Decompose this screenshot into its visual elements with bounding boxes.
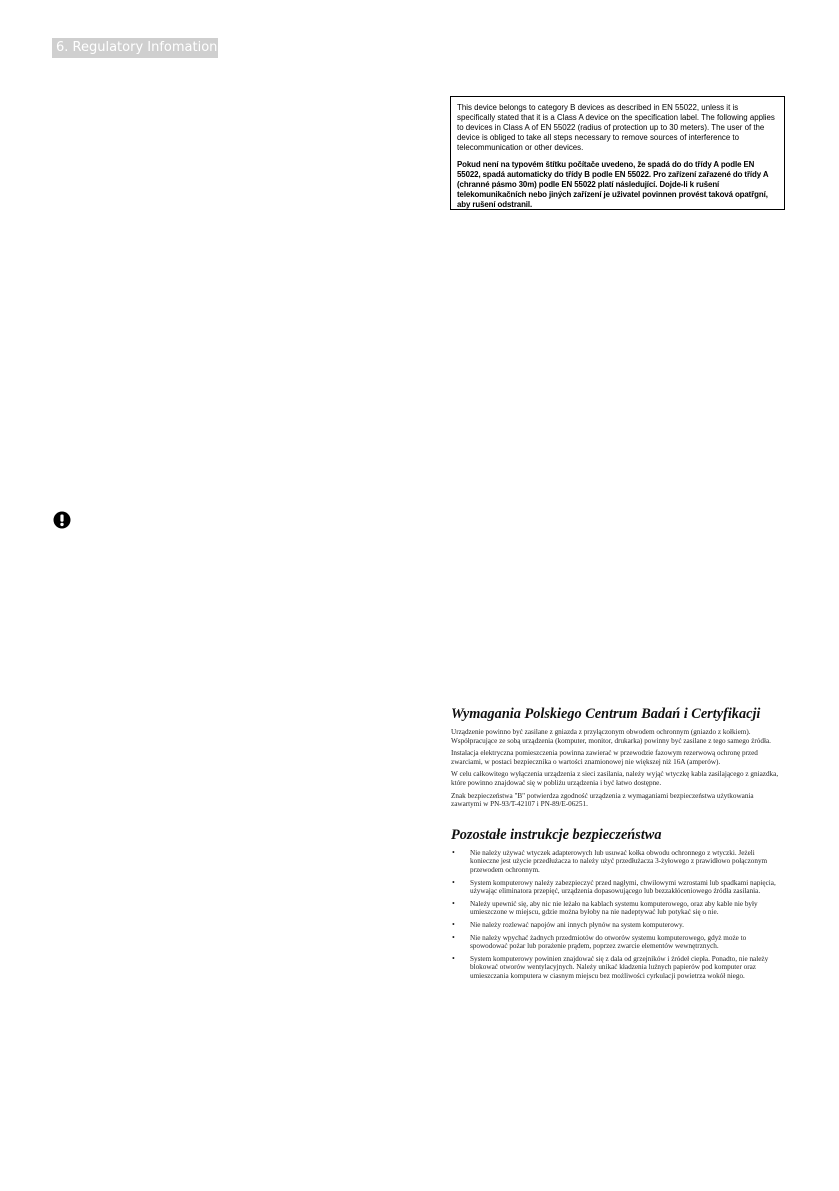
list-item xyxy=(449,849,779,875)
list-item xyxy=(449,879,779,896)
list-item-text: Nie należy rozlewać napojów ani innych płynów na system komputerowy. xyxy=(470,920,684,929)
list-item-text: Należy upewnić się, aby nic nie leżało na kablach systemu komputerowego, oraz aby kable nie były umieszczone w miejscu, gdzie można byłoby na nie nadeptywać lub potykać się o nie. xyxy=(470,899,758,917)
section-title: 6. Regulatory Infomation xyxy=(52,38,218,58)
list-item xyxy=(449,934,779,951)
bullet: • xyxy=(452,898,455,908)
bullet: • xyxy=(452,847,455,857)
bullet: • xyxy=(452,932,455,942)
emc-notice-en: This device belongs to category B devices as described in EN 55022, unless it is specifically stated that it is a Class A device on the specification label. The following applies to devices in Class A of EN 55022 (radius of protection up to 30 meters). The user of the device is obliged to take all steps necessary to remove sources of interference to telecommunication or other devices. xyxy=(457,103,775,152)
list-item-text: Nie należy wpychać żadnych przedmiotów do otworów systemu komputerowego, gdyż może to spowodować pożar lub porażenie prądem, poprzez zwarcie elementów wewnętrznych. xyxy=(470,933,747,951)
list-item-text: System komputerowy należy zabezpieczyć przed nagłymi, chwilowymi wzrostami lub spadkami napięcia, używając eliminatora przepięć, urządzenia dopasowującego lub bezzakłóceniowego źródła zasilania. xyxy=(470,878,776,896)
list-item xyxy=(449,955,779,981)
bullet: • xyxy=(452,919,455,929)
polish-requirements xyxy=(449,706,779,984)
polish-paragraph: Urządzenie powinno być zasilane z gniazda z przyłączonym obwodem ochronnym (gniazdo z kołkiem). Współpracujące ze sobą urządzenia (komputer, monitor, drukarka) powinny być zasilane z tego samego źródła. xyxy=(451,728,771,745)
list-item xyxy=(449,921,779,930)
safety-instructions-title: Pozostałe instrukcje bezpieczeństwa xyxy=(451,826,662,843)
emc-notice-box xyxy=(450,96,785,210)
bullet: • xyxy=(452,953,455,963)
list-item-text: Nie należy używać wtyczek adapterowych lub usuwać kołka obwodu ochronnego z wtyczki. Jeżeli konieczne jest użycie przedłużacza to należy użyć przedłużacza 3-żyłowego z prawidłowo połączonym przewodem ochronnym. xyxy=(470,848,768,874)
list-item xyxy=(449,900,779,917)
safety-instructions-list xyxy=(449,849,779,981)
list-item-text: System komputerowy powinien znajdować się z dala od grzejników i źródeł ciepła. Ponadto, nie należy blokować otworów wentylacyjnych. Należy unikać kładzenia luźnych papierów pod komputer oraz umieszczania komputera w ciasnym miejscu bez możliwości cyrkulacji powietrza wokół niego. xyxy=(470,954,769,980)
polish-paragraph: Znak bezpieczeństwa "B" potwierdza zgodność urządzenia z wymaganiami bezpieczeństwa użytkowania zawartymi w PN-93/T-42107 i PN-89/E-06251. xyxy=(451,791,754,809)
emc-notice-cz: Pokud není na typovém štítku počítače uvedeno, že spadá do do třídy A podle EN 55022, spadá automaticky do třídy B podle EN 55022. Pro zařízení zařazené do třídy A (chranné pásmo 30m) podle EN 55022 platí následující. Dojde-li k rušení telekomunikačních nebo jiných zařízení je uživatel povinnen provést taková opatřgní, aby rušení odstranil. xyxy=(457,160,769,209)
polish-paragraph: W celu całkowitego wyłączenia urządzenia z sieci zasilania, należy wyjąć wtyczkę kabla zasilającego z gniazdka, które powinno znajdować się w pobliżu urządzenia i być łatwo dostępne. xyxy=(451,770,779,787)
polish-paragraph: Instalacja elektryczna pomieszczenia powinna zawierać w przewodzie fazowym rezerwową ochronę przed zwarciami, w postaci bezpiecznika o wartości znamionowej nie większej niż 16A (amperów). xyxy=(451,749,758,766)
polish-requirements-title: Wymagania Polskiego Centrum Badań i Certyfikacji xyxy=(451,706,761,722)
bullet: • xyxy=(452,877,455,887)
exclamation-circle-icon xyxy=(53,511,71,529)
